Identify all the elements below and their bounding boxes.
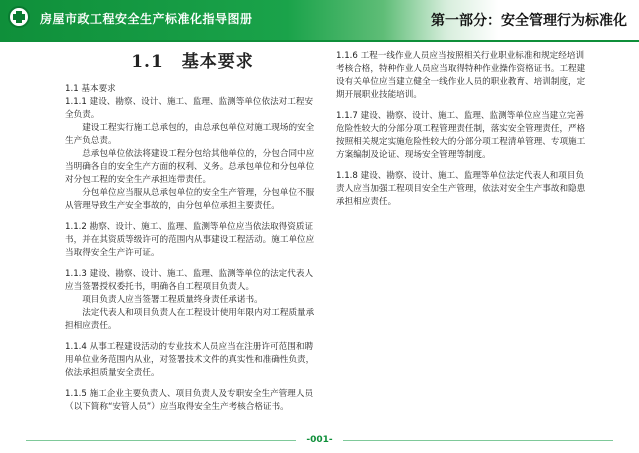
clause-paragraph: 建设工程实行施工总承包的，由总承包单位对施工现场的安全生产负总责。 bbox=[65, 123, 315, 146]
page-number: -001- bbox=[306, 435, 333, 445]
logo-cross-horizontal bbox=[13, 14, 25, 20]
sub-heading: 1.1 基本要求 bbox=[65, 84, 116, 94]
header-bar bbox=[0, 0, 639, 40]
clause-paragraph: 法定代表人和项目负责人在工程设计使用年限内对工程质量承担相应责任。 bbox=[65, 308, 315, 331]
document-title: 房屋市政工程安全生产标准化指导图册 bbox=[40, 12, 253, 26]
clause-1-1-7: 1.1.7 建设、勘察、设计、施工、监理、监测等单位应当建立完善危险性较大的分部分项工程管理责任制，落实安全管理责任，严格按照相关规定实施危险性较大的分部分项工程清单管理、专项施工方案编制及论证、现场安全管理等制度。 bbox=[336, 111, 586, 160]
left-column bbox=[65, 52, 320, 414]
part-title: 第一部分：安全管理行为标准化 bbox=[431, 13, 627, 29]
clause-paragraph: 分包单位应当服从总承包单位的安全生产管理，分包单位不服从管理导致生产安全事故的，由分包单位承担主要责任。 bbox=[65, 188, 315, 211]
clause-1-1-6: 1.1.6 工程一线作业人员应当按照相关行业职业标准和规定经培训考核合格，特种作业人员应当取得特种作业操作资格证书。工程建设有关单位应当建立健全一线作业人员的职业教育、培训制度，定期开展职业技能培训。 bbox=[336, 51, 586, 100]
section-heading: 1.1 基本要求 bbox=[131, 52, 254, 72]
clause-1-1-8: 1.1.8 建设、勘察、设计、施工、监理等单位法定代表人和项目负责人应当加强工程项目安全生产管理，依法对安全生产事故和隐患承担相应责任。 bbox=[336, 171, 586, 207]
safety-cross-icon bbox=[8, 6, 30, 28]
clause-1-1-1: 1.1.1 建设、勘察、设计、施工、监理、监测等单位依法对工程安全负责。 bbox=[65, 97, 314, 120]
clause-paragraph: 项目负责人应当签署工程质量终身责任承诺书。 bbox=[82, 295, 263, 305]
clause-paragraph: 总承包单位依法将建设工程分包给其他单位的，分包合同中应当明确各自的安全生产方面的权利、义务。总承包单位和分包单位对分包工程的安全生产承担连带责任。 bbox=[65, 149, 315, 185]
header-divider bbox=[0, 40, 639, 42]
clause-1-1-2: 1.1.2 勘察、设计、施工、监理、监测等单位应当依法取得资质证书，并在其资质等级许可的范围内从事建设工程活动。施工单位应当取得安全生产许可证。 bbox=[65, 222, 315, 258]
footer-rule-right bbox=[343, 440, 613, 441]
clause-1-1-5: 1.1.5 施工企业主要负责人、项目负责人及专职安全生产管理人员（以下简称“安管人员”）应当取得安全生产考核合格证书。 bbox=[65, 389, 314, 412]
clause-1-1-3: 1.1.3 建设、勘察、设计、施工、监理、监测等单位的法定代表人应当签署授权委托书，明确各自工程项目负责人。 bbox=[65, 269, 314, 292]
clause-1-1-4: 1.1.4 从事工程建设活动的专业技术人员应当在注册许可范围和聘用单位业务范围内从业，对签署技术文件的真实性和准确性负责，依法承担质量安全责任。 bbox=[65, 342, 315, 378]
right-column bbox=[336, 50, 586, 209]
